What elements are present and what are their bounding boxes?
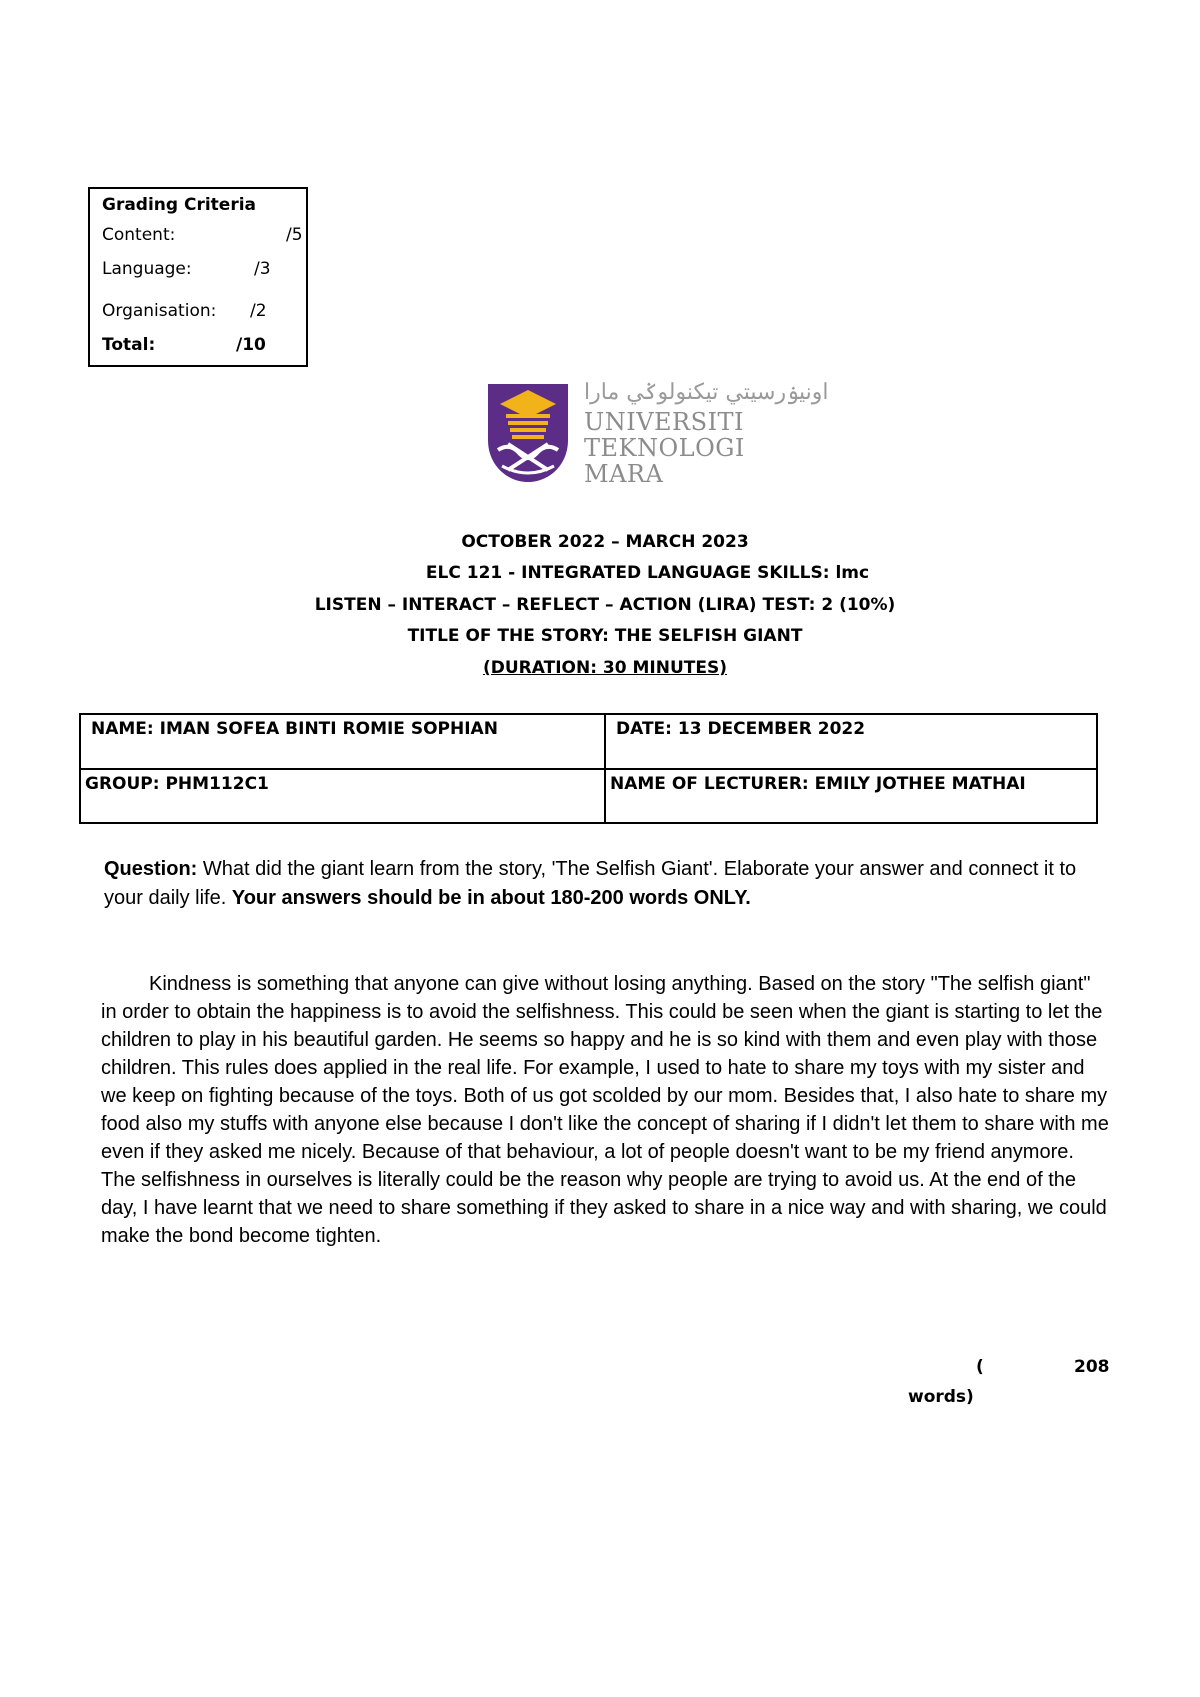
grading-label: Content: <box>102 225 176 245</box>
grading-score: /5 <box>286 225 303 245</box>
header-session: OCTOBER 2022 – MARCH 2023 <box>461 532 749 552</box>
lecturer-cell: NAME OF LECTURER: EMILY JOTHEE MATHAI <box>605 769 1097 824</box>
student-name-cell: NAME: IMAN SOFEA BINTI ROMIE SOPHIAN <box>80 714 605 769</box>
word-count-label: words) <box>908 1387 974 1407</box>
student-info-table <box>79 713 1098 824</box>
question-emphasis: Your answers should be in about 180-200 words ONLY. <box>231 887 751 909</box>
question-label: Question: <box>104 858 198 880</box>
grading-title: Grading Criteria <box>102 195 257 215</box>
question-text: What did the giant learn from the story, 'The Selfish Giant'. Elaborate your answer and connect it to your daily life. <box>104 858 1077 909</box>
header-course: ELC 121 - INTEGRATED LANGUAGE SKILLS: lmc <box>425 563 870 583</box>
logo-line-universiti: UNIVERSITI <box>584 408 745 436</box>
table-row <box>80 714 1097 769</box>
header-duration <box>0 658 1200 678</box>
grading-score: /10 <box>236 335 266 355</box>
uitm-crest-icon <box>484 380 572 484</box>
word-count-open: ( <box>976 1357 984 1377</box>
date-cell: DATE: 13 DECEMBER 2022 <box>605 714 1097 769</box>
table-row <box>80 769 1097 824</box>
question-block <box>104 855 1104 913</box>
logo-line-mara: MARA <box>584 460 664 488</box>
word-count-number: 208 <box>1074 1357 1110 1377</box>
grading-label: Total: <box>102 335 156 355</box>
header-story-title: TITLE OF THE STORY: THE SELFISH GIANT <box>407 626 803 646</box>
grading-row-content <box>102 225 306 249</box>
grading-criteria-box <box>88 187 308 367</box>
grading-label: Organisation: <box>102 301 217 321</box>
grading-row-language <box>102 259 306 283</box>
group-cell: GROUP: PHM112C1 <box>80 769 605 824</box>
logo-line-teknologi: TEKNOLOGI <box>584 434 745 462</box>
grading-score: /3 <box>254 259 271 279</box>
grading-label: Language: <box>102 259 192 279</box>
header-test: LISTEN – INTERACT – REFLECT – ACTION (LIRA) TEST: 2 (10%) <box>314 595 896 615</box>
uitm-logo <box>484 380 829 488</box>
answer-paragraph: Kindness is something that anyone can give without losing anything. Based on the story "The selfish giant" in order to obtain the happiness is to avoid the selfishness. This could be seen when the giant is starting to let the children to play in his beautiful garden. He seems so happy and he is so kind with them and even play with those children. This rules does applied in the real life. For example, I used to hate to share my toys with my sister and we keep on fighting because of the toys. Both of us got scolded by our mom. Besides that, I also hate to share my food also my stuffs with anyone else because I don't like the concept of sharing if I didn't let them to share with me even if they asked me nicely. Because of that behaviour, a lot of people doesn't want to be my friend anymore. The selfishness in ourselves is literally could be the reason why people are trying to avoid us. At the end of the day, I have learnt that we need to share something if they asked to share in a nice way and with sharing, we could make the bond become tighten. <box>101 973 1109 1247</box>
grading-score: /2 <box>250 301 267 321</box>
grading-row-organisation <box>102 301 306 325</box>
duration-text: (DURATION: 30 MINUTES) <box>482 658 727 678</box>
logo-arabic-text: اونيۏرسيتي تيكنولوݢي مارا <box>584 380 829 405</box>
grading-row-total <box>102 335 306 359</box>
